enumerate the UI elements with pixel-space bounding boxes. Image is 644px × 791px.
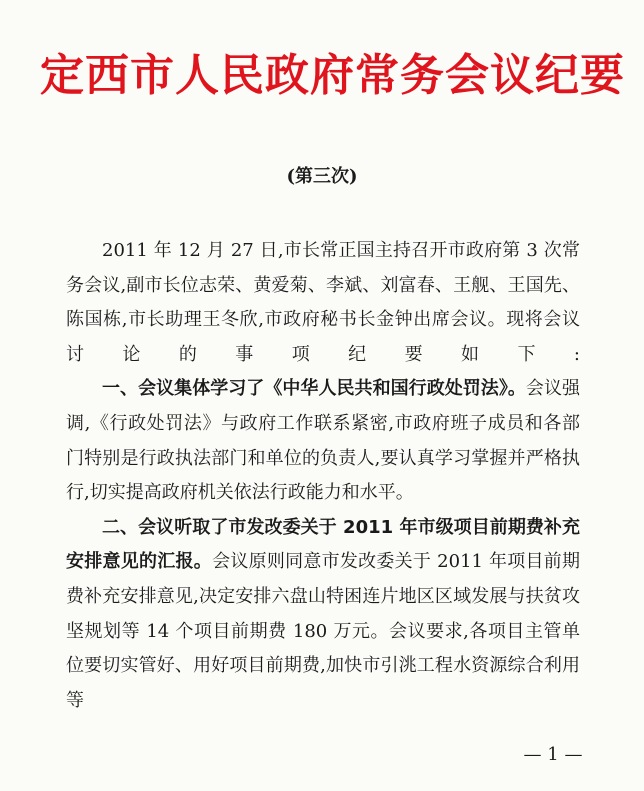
item-1-text: 会议强调,《行政处罚法》与政府工作联系紧密,市政府班子成员和各部门特别是行政执法部门和单位的负责人,要认真学习掌握并严格执行,切实提高政府机关依法行政能力和水平。: [66, 378, 580, 504]
document-title: 定西市人民政府常务会议纪要: [40, 50, 625, 101]
item-2-heading: 二、会议听取了市发改委关于 2011 年市级项目前期费补充安排意见的汇报。: [66, 516, 580, 573]
item-1-heading: 一、会议集体学习了《中华人民共和国行政处罚法》。: [102, 378, 526, 400]
paragraph-intro: [66, 234, 580, 372]
paragraph-intro-text: 2011 年 12 月 27 日,市长常正国主持召开市政府第 3 次常务会议,副市长位志荣、黄爱菊、李斌、刘富春、王舰、王国先、陈国栋,市长助理王冬欣,市政府秘书长金钟出席会议。现将会议讨论的事项纪要如下:: [66, 240, 580, 365]
paragraph-item-2: [66, 511, 580, 719]
page-number: — 1 —: [523, 744, 583, 765]
document-body: [66, 234, 580, 718]
paragraph-item-1: [66, 372, 580, 510]
item-2-text: 会议原则同意市发改委关于 2011 年项目前期费补充安排意见,决定安排六盘山特困连片地区区域发展与扶贫攻坚规划等 14 个项目前期费 180 万元。会议要求,各项目主管单位要切实管好、用好项目前期费,加快市引洮工程水资源综合利用等: [66, 551, 580, 711]
session-number: (第三次): [286, 166, 358, 187]
